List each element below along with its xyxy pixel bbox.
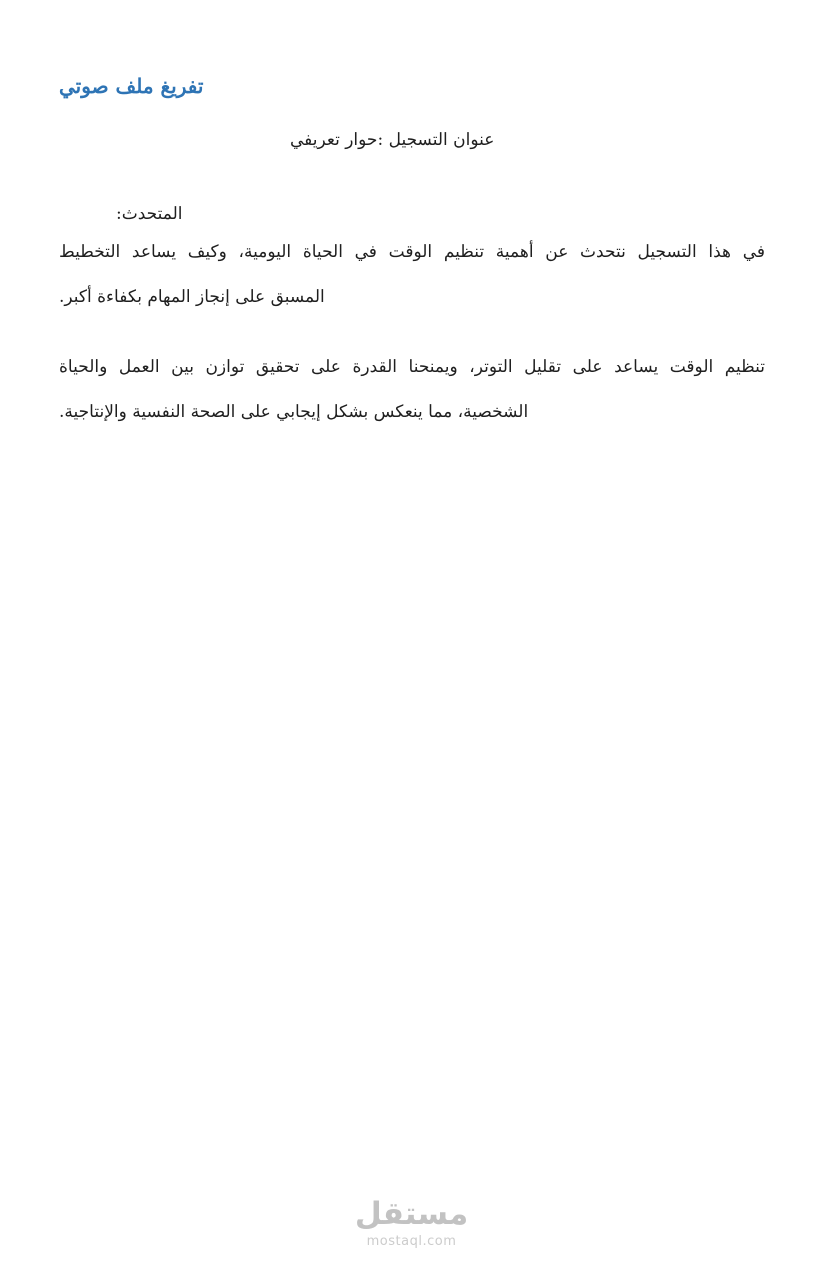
paragraph-1-line-1: في هذا التسجيل نتحدث عن أهمية تنظيم الوقت في الحياة اليومية، وكيف يساعد التخطيط: [59, 242, 765, 262]
paragraph-1: [59, 230, 765, 320]
paragraph-2-line-2: الشخصية، مما ينعكس بشكل إيجابي على الصحة النفسية والإنتاجية.: [59, 402, 529, 422]
mostaql-domain-text: mostaql.com: [366, 1234, 457, 1249]
mostaql-logo: مستقل: [354, 1196, 469, 1232]
document-title: تفريغ ملف صوتي: [59, 74, 204, 98]
paragraph-2-line-1: تنظيم الوقت يساعد على تقليل التوتر، ويمنحنا القدرة على تحقيق توازن بين العمل والحياة: [59, 357, 765, 377]
recording-title-line: عنوان التسجيل :حوار تعريفي: [290, 130, 495, 150]
paragraph-2: [59, 345, 765, 435]
speaker-label: المتحدث:: [116, 204, 183, 224]
paragraph-1-line-2: المسبق على إنجاز المهام بكفاءة أكبر.: [59, 287, 325, 307]
